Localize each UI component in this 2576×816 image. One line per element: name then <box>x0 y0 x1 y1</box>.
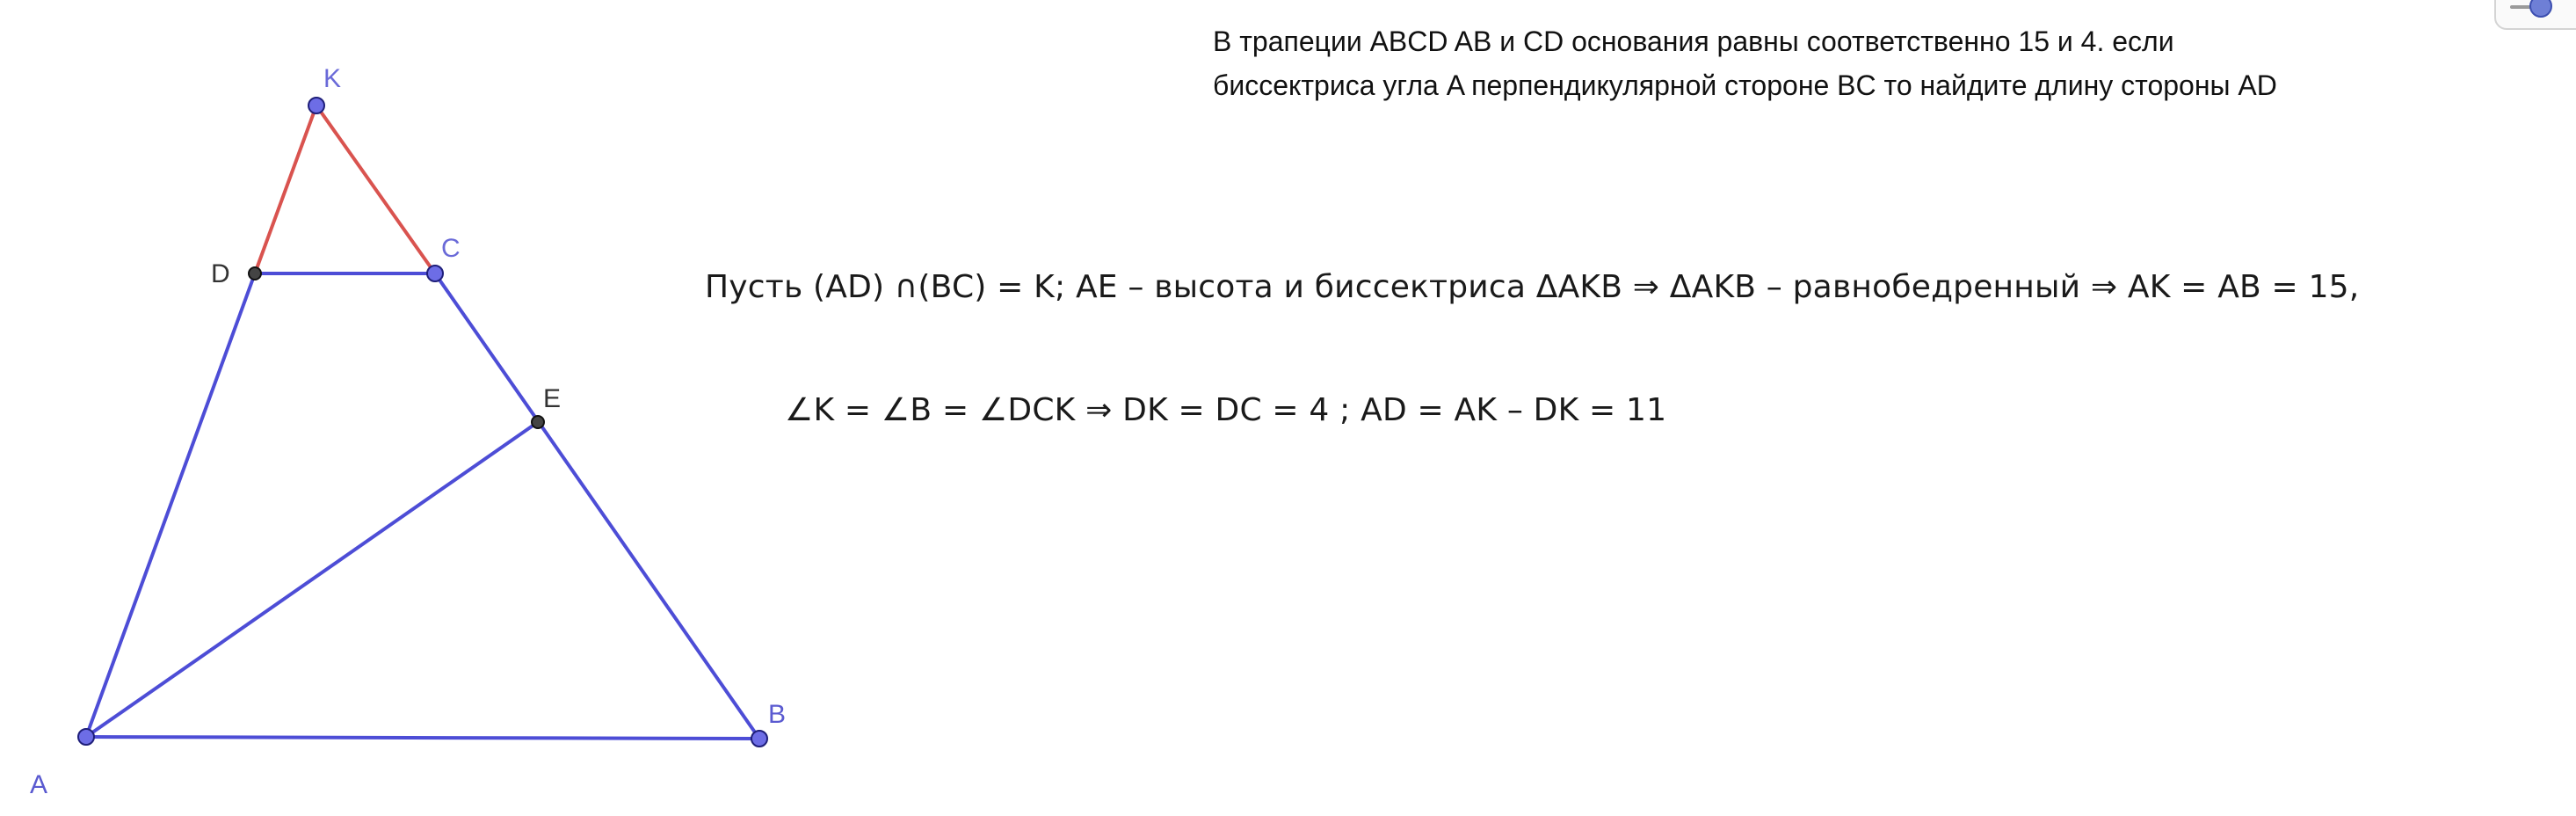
problem-line-1: В трапеции ABCD AB и CD основания равны соответственно 15 и 4. если <box>1213 26 2174 57</box>
point-D[interactable] <box>249 267 261 280</box>
segment-AD[interactable] <box>86 273 255 737</box>
point-E[interactable] <box>532 416 544 428</box>
label-C: C <box>441 234 461 263</box>
slider-knob[interactable] <box>2529 0 2552 18</box>
label-A: A <box>30 770 48 799</box>
label-D: D <box>211 259 230 288</box>
label-B: B <box>768 700 787 729</box>
segment-DK[interactable] <box>255 106 316 273</box>
segment-KC[interactable] <box>316 106 435 273</box>
point-C[interactable] <box>427 266 443 281</box>
problem-line-2: биссектриса угла A перпендикулярной стороне BC то найдите длину стороны AD <box>1213 69 2277 101</box>
problem-statement <box>1213 19 2531 107</box>
label-E: E <box>543 384 562 413</box>
point-K[interactable] <box>308 98 324 113</box>
point-B[interactable] <box>751 731 767 747</box>
segment-AB[interactable] <box>86 737 759 739</box>
point-A[interactable] <box>78 729 94 745</box>
label-K: K <box>323 64 342 93</box>
segment-AE[interactable] <box>86 422 538 737</box>
solution-line-1: Пусть (AD) ∩(BC) = K; AE – высота и биссектриса ΔAKB ⇒ ΔAKB – равнобедренный ⇒ AK = AB = 15, <box>705 269 2360 305</box>
slider-widget[interactable] <box>2494 0 2576 30</box>
solution-line-2: ∠K = ∠B = ∠DCK ⇒ DK = DC = 4 ; AD = AK – DK = 11 <box>785 392 1667 428</box>
segment-CB[interactable] <box>435 273 759 739</box>
